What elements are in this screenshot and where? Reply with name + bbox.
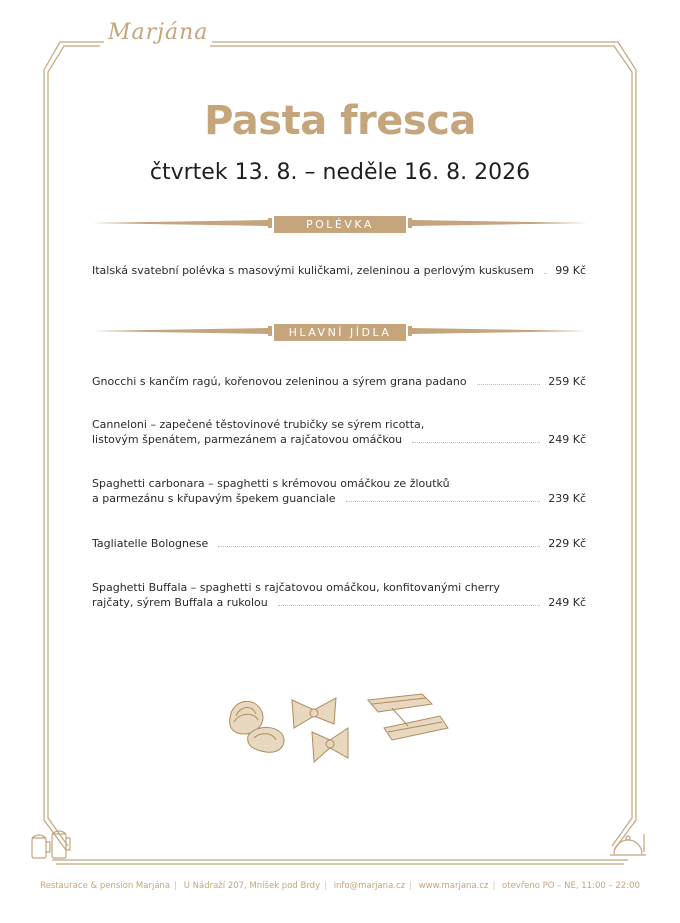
- menu-item: [92, 476, 586, 506]
- dot-leader: [218, 546, 540, 547]
- page-title: Pasta fresca: [204, 98, 476, 144]
- footer-address: U Nádraží 207, Mníšek pod Brdy: [183, 881, 321, 891]
- cloche-icon: [608, 830, 648, 860]
- item-price: 259 Kč: [548, 375, 586, 388]
- dot-leader: [477, 384, 541, 385]
- footer: Restaurace & pension Marjána | U Nádraží 207, Mníšek pod Brdy | info@marjana.cz | www.marjana.cz | otevřeno PO – NE, 11:00 – 22:00: [40, 881, 640, 891]
- item-name: Gnocchi s kančím ragú, kořenovou zeleninou a sýrem grana padano: [92, 375, 467, 388]
- item-price: 229 Kč: [548, 537, 586, 550]
- restaurant-logo: Marjána: [104, 20, 212, 45]
- footer-opening-hours: otevřeno PO – NE, 11:00 – 22:00: [502, 881, 640, 891]
- item-name-line1: Spaghetti Buffala – spaghetti s rajčatovou omáčkou, konfitovanými cherry: [92, 581, 500, 594]
- dot-leader: [544, 273, 547, 274]
- dot-leader: [278, 605, 540, 606]
- section-label: POLÉVKA: [274, 216, 406, 233]
- menu-item: [92, 417, 586, 447]
- item-price: 249 Kč: [548, 596, 586, 609]
- item-price: 239 Kč: [548, 492, 586, 505]
- beer-mugs-icon: [28, 828, 76, 862]
- menu-item: [92, 374, 586, 389]
- menu-item: [92, 263, 586, 278]
- menu-item: [92, 580, 586, 610]
- date-range: čtvrtek 13. 8. – neděle 16. 8. 2026: [149, 160, 531, 185]
- pasta-illustration: [222, 688, 452, 772]
- item-price: 99 Kč: [555, 264, 586, 277]
- item-name-line2: rajčaty, sýrem Buffala a rukolou: [92, 596, 268, 609]
- menu-item: [92, 536, 586, 551]
- item-name-line1: Canneloni – zapečené těstovinové trubičky se sýrem ricotta,: [92, 418, 425, 431]
- item-name-line1: Spaghetti carbonara – spaghetti s krémovou omáčkou ze žloutků: [92, 477, 450, 490]
- section-header-soup: [92, 213, 588, 233]
- footer-website[interactable]: www.marjana.cz: [418, 881, 489, 891]
- item-name: Italská svatební polévka s masovými kuličkami, zeleninou a perlovým kuskusem: [92, 264, 534, 277]
- item-name: Tagliatelle Bolognese: [92, 537, 209, 550]
- item-price: 249 Kč: [548, 433, 586, 446]
- section-header-mains: [92, 321, 588, 341]
- dot-leader: [346, 501, 541, 502]
- item-name-line2: listovým špenátem, parmezánem a rajčatovou omáčkou: [92, 433, 403, 446]
- item-name-line2: a parmezánu s křupavým špekem guanciale: [92, 492, 336, 505]
- dot-leader: [412, 442, 540, 443]
- footer-email[interactable]: info@marjana.cz: [333, 881, 406, 891]
- section-label: HLAVNÍ JÍDLA: [274, 324, 406, 341]
- footer-restaurant: Restaurace & pension Marjána: [40, 881, 171, 891]
